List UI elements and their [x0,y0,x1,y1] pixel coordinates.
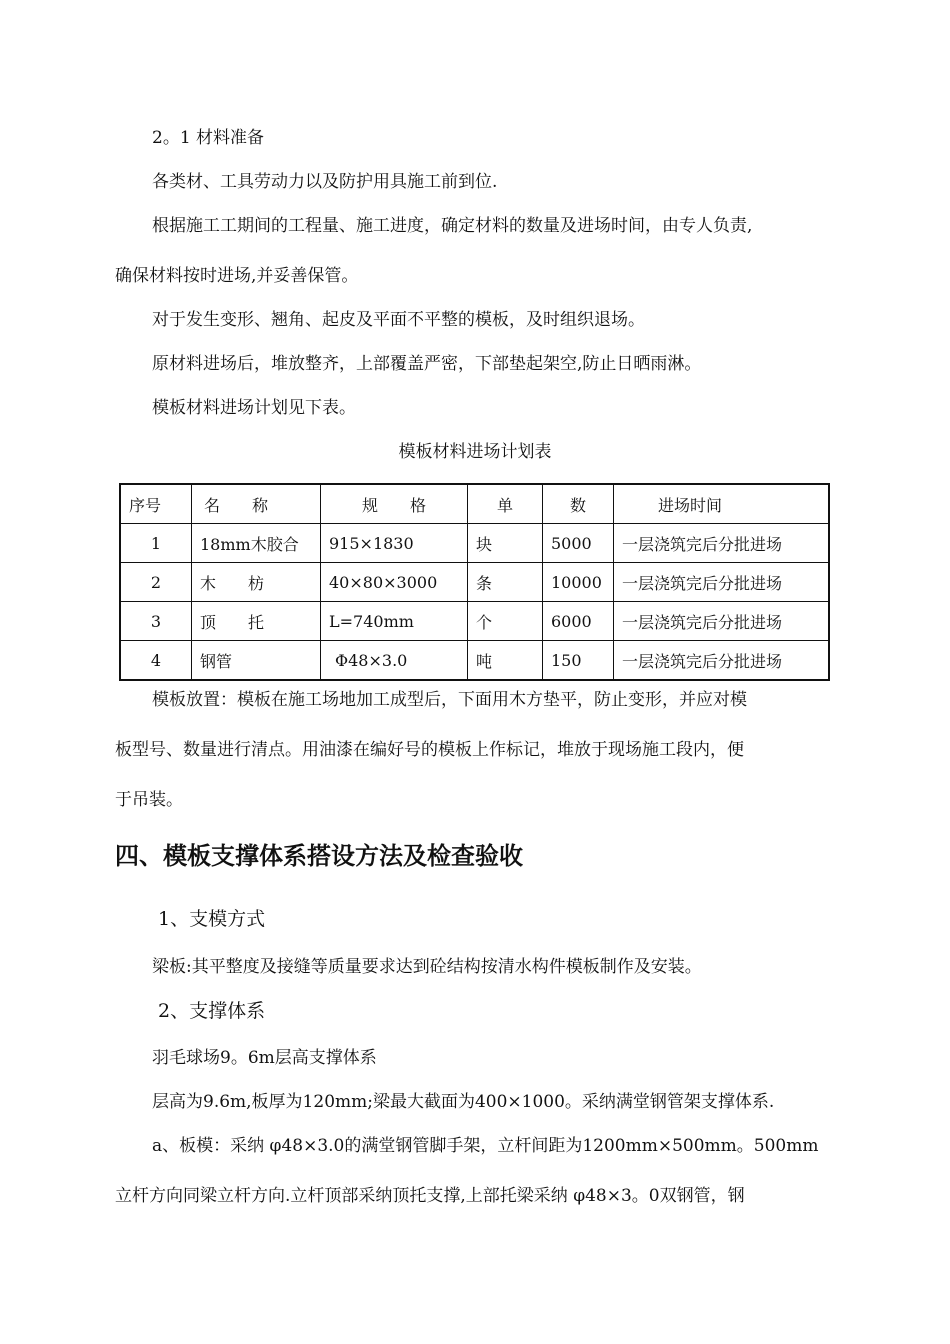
table-cell: 顶 托 [192,602,321,641]
table-cell: 木 枋 [192,563,321,602]
paragraph-line: 确保材料按时进场,并妥善保管。 [115,266,359,286]
subsection-title: 2、支撑体系 [158,1000,266,1022]
table-cell: 一层浇筑完后分批进场 [614,602,830,641]
header-cell: 数 [543,484,614,524]
table-cell: 块 [468,524,543,563]
table-cell: 18mm木胶合 [192,524,321,563]
table-cell: 1 [120,524,192,563]
paragraph-line: 根据施工工期间的工程量、施工进度，确定材料的数量及进场时间，由专人负责, [152,216,753,236]
paragraph-line: a、板模：采纳 φ48×3.0的满堂钢管脚手架，立杆间距为1200mm×500mm。500mm [152,1136,819,1156]
table-cell: 10000 [543,563,614,602]
table-cell: 3 [120,602,192,641]
table-row [120,524,829,563]
header-cell: 进场时间 [614,484,830,524]
paragraph-line: 于吊装。 [115,790,183,810]
table-cell: 条 [468,563,543,602]
table-cell: 钢管 [192,641,321,681]
table-cell: 6000 [543,602,614,641]
table-cell: 个 [468,602,543,641]
header-cell: 序号 [120,484,192,524]
table-cell: 4 [120,641,192,681]
header-cell: 规 格 [321,484,468,524]
table-cell: 一层浇筑完后分批进场 [614,641,830,681]
paragraph-line: 立杆方向同梁立杆方向.立杆顶部采纳顶托支撑,上部托梁采纳 φ48×3。0双钢管，钢 [115,1186,745,1206]
paragraph-line: 模板材料进场计划见下表。 [152,398,356,418]
paragraph-line: 羽毛球场9。6m层高支撑体系 [152,1048,377,1068]
table-cell: 吨 [468,641,543,681]
table-cell: 2 [120,563,192,602]
paragraph-line: 层高为9.6m,板厚为120mm;梁最大截面为400×1000。采纳满堂钢管架支撑体系. [152,1092,775,1112]
table-cell: Φ48×3.0 [321,641,468,681]
table-cell: 150 [543,641,614,681]
paragraph-line: 板型号、数量进行清点。用油漆在编好号的模板上作标记，堆放于现场施工段内，便 [115,740,744,760]
material-plan-table [119,483,830,681]
paragraph-line: 梁板:其平整度及接缝等质量要求达到砼结构按清水构件模板制作及安装。 [152,957,702,977]
table-cell: 40×80×3000 [321,563,468,602]
table-row [120,641,829,681]
header-cell: 名 称 [192,484,321,524]
section-title: 2。1 材料准备 [152,128,265,148]
subsection-title: 1、支模方式 [158,908,266,930]
paragraph-line: 模板放置：模板在施工场地加工成型后，下面用木方垫平，防止变形，并应对模 [152,690,747,710]
paragraph-line: 对于发生变形、翘角、起皮及平面不平整的模板，及时组织退场。 [152,310,645,330]
table-header-row [120,484,829,524]
table-row [120,563,829,602]
table-cell: L=740mm [321,602,468,641]
table-caption: 模板材料进场计划表 [398,442,552,462]
paragraph-line: 原材料进场后，堆放整齐，上部覆盖严密，下部垫起架空,防止日晒雨淋。 [152,354,702,374]
table-cell: 915×1830 [321,524,468,563]
table-row [120,602,829,641]
table-cell: 一层浇筑完后分批进场 [614,563,830,602]
table-cell: 5000 [543,524,614,563]
table-cell: 一层浇筑完后分批进场 [614,524,830,563]
header-cell: 单 [468,484,543,524]
paragraph-line: 各类材、工具劳动力以及防护用具施工前到位. [152,172,498,192]
section-heading: 四、模板支撑体系搭设方法及检查验收 [115,842,523,870]
